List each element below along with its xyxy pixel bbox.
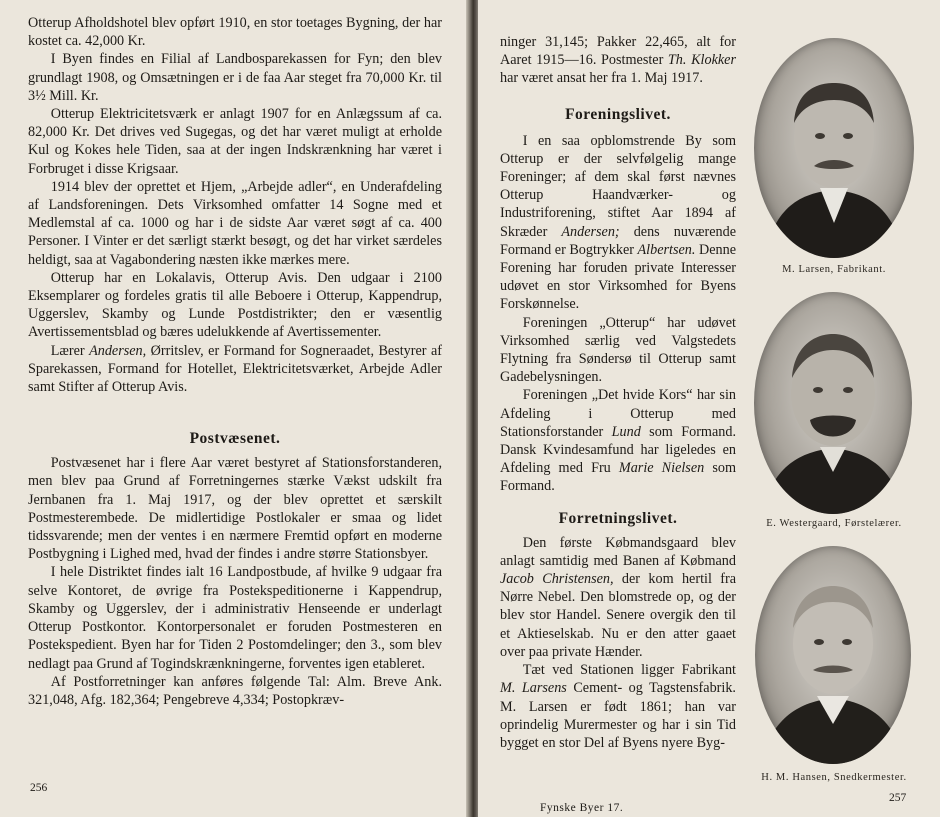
text: Denne Forening har foruden private Interesser udøvet en stor Virksomhed for Byens Forskønnelse. <box>500 241 737 313</box>
text: ninger 31,145; Pakker 22,465, alt for Aaret 1915—16. Postmester <box>500 34 736 69</box>
text: som Formand. <box>500 460 736 495</box>
paragraph: I Byen findes en Filial af Landbosparekassen for Fyn; den blev grundlagt 1908, og Omsætningen er i de faa Aar steget fra 70,000 Kr. til 3½ Mill. Kr. <box>28 51 442 104</box>
section-heading-foreningslivet: Foreningslivet. <box>565 105 671 123</box>
portrait-figure-icon <box>755 546 911 764</box>
paragraph <box>500 33 736 88</box>
text: som Formand. Dansk Kvindesamfund har ligeledes en Afdeling med Fru <box>500 423 736 477</box>
left-text-block <box>28 14 442 709</box>
name-italic: Lund <box>611 423 641 440</box>
name-italic: M. Larsens <box>500 680 567 697</box>
name-italic: Andersen; <box>561 223 620 240</box>
paragraph <box>500 661 736 752</box>
footer-signature: Fynske Byer 17. <box>540 802 624 814</box>
name-italic: Jacob Christensen, <box>500 571 614 588</box>
paragraph <box>28 342 442 397</box>
paragraph: Otterup Elektricitetsværk er anlagt 1907 for en Anlægssum af ca. 82,000 Kr. Det drives ved Sugegas, og det har været muligt at erholde Kul og Kokes hele Tiden, saa at der ingen Indskrænkning har været i Forbruget i disse Krigsaar. <box>28 106 442 177</box>
text: Den første Købmandsgaard blev anlagt samtidig med Banen af Købmand <box>500 534 736 569</box>
portrait-photo-hansen <box>755 546 911 764</box>
paragraph <box>500 132 736 314</box>
paragraph: I hele Distriktet findes ialt 16 Landpostbude, af hvilke 9 udgaar fra selve Kontoret, de øvrige fra Postekspeditionerne i Kappendrup, Skamby og Uggerslev, der i administrativ Henseende er underlagt Otterup Postkontor. Kontorpersonalet er foruden Postmesteren en Postekspedient. Byen har for Tiden 2 Postomdelinger; den 3., som blev nedlagt paa Grund af Togindskrænkningerne, forventes igen etableret. <box>28 564 442 672</box>
paragraph <box>500 534 736 661</box>
paragraph: Foreningen „Otterup“ har udøvet Virksomhed særlig ved Valgstedets Flytning fra Søndersø til Otterup samt Gadebelysningen. <box>500 314 736 386</box>
portrait-photo-westergaard <box>754 292 912 514</box>
text: dens nuværende Formand er Bogtrykker <box>500 223 736 258</box>
text: Cement- og Tagstensfabrik. M. Larsen er født 1861; han var oprindelig Murermester og har i sin Tid bygget en stor Del af Byens nyere Byg- <box>500 680 736 751</box>
text: der kom hertil fra Nørre Nebel. Den blomstrede op, og der blev stor Handel. Senere overgik den til et Aktieselskab. Nu er den atter gaaet over paa private Hænder. <box>500 571 736 660</box>
text: Foreningen „Det hvide Kors“ har sin Afdeling i Otterup med Stationsforstander <box>500 387 736 440</box>
paragraph: Af Postforretninger kan anføres følgende Tal: Alm. Breve Ank. 321,048, Afg. 182,364; Pengebreve 4,334; Postopkræv- <box>28 673 442 708</box>
page-number-right: 257 <box>889 792 907 804</box>
text: har været ansat her fra 1. Maj 1917. <box>500 70 703 87</box>
section-heading-forretningslivet: Forretningslivet. <box>558 509 678 527</box>
paragraph: Otterup Afholdshotel blev opført 1910, en stor toetages Bygning, der har kostet ca. 42,000 Kr. <box>28 15 442 50</box>
name-italic: Albertsen. <box>637 241 696 258</box>
portrait-photo-larsen <box>754 38 914 258</box>
page-number-left: 256 <box>30 782 48 794</box>
caption-larsen: M. Larsen, Fabrikant. <box>782 264 886 275</box>
paragraph <box>500 386 736 495</box>
caption-hansen: H. M. Hansen, Snedkermester. <box>761 772 907 783</box>
paragraph: Postvæsenet har i flere Aar været bestyret af Stationsforstanderen, men blev paa Grund af Forretningernes stærke Vækst udskilt fra Jernbanen fra 1. Maj 1917, og der blev oprettet et særskilt Postmesterembede. De midlertidige Postlokaler er smaa og lidet tidssvarende; men der ventes i en nærmere Fremtid opført en moderne Postbygning i Lighed med, hvad der findes i andre større Stationsbyer. <box>28 455 442 563</box>
name-italic: Andersen, <box>89 342 147 359</box>
paragraph: Otterup har en Lokalavis, Otterup Avis. Den udgaar i 2100 Eksemplarer og fordeles gratis til alle Beboere i Otterup, Kappendrup, Uggerslev, Skamby og Lunde Postdistrikter; den er væsentlig Avertissementsblad og bæres udelukkende af Avertissementer. <box>28 269 442 341</box>
text: Tæt ved Stationen ligger Fabrikant <box>522 662 736 679</box>
text: Lærer <box>50 342 90 359</box>
portrait-figure-icon <box>754 38 914 258</box>
name-italic: Th. Klokker <box>667 52 736 69</box>
name-italic: Marie Nielsen <box>618 460 705 477</box>
paragraph: 1914 blev der oprettet et Hjem, „Arbejde adler“, en Underafdeling af Landsforeningen. Dets Virksomhed omfatter 14 Sogne med et Medlemstal af ca. 1000 og har i de sidste Aar været søgt af ca. 400 Personer. I Vinter er det særligt stærkt besøgt, og det har virket særdeles heldigt, saa at Vagabondering næsten ikke mærkes mere. <box>28 178 442 268</box>
caption-westergaard: E. Westergaard, Førstelærer. <box>766 518 902 529</box>
right-text-column <box>500 33 736 752</box>
text: Ørritslev, er Formand for Sogneraadet, Bestyrer af Sparekassen, Formand for Hotellet, Elektricitetsværket, Arbejde Adler samt Stifter af Otterup Avis. <box>28 342 442 396</box>
section-heading-postvaesenet: Postvæsenet. <box>189 430 281 448</box>
portrait-figure-icon <box>754 292 912 514</box>
text: I en saa opblomstrende By som Otterup er der selvfølgelig mange Foreninger; af dem skal først nævnes Otterup Haandværker- og Industriforening, stiftet Aar 1894 af Skræder <box>500 132 736 240</box>
